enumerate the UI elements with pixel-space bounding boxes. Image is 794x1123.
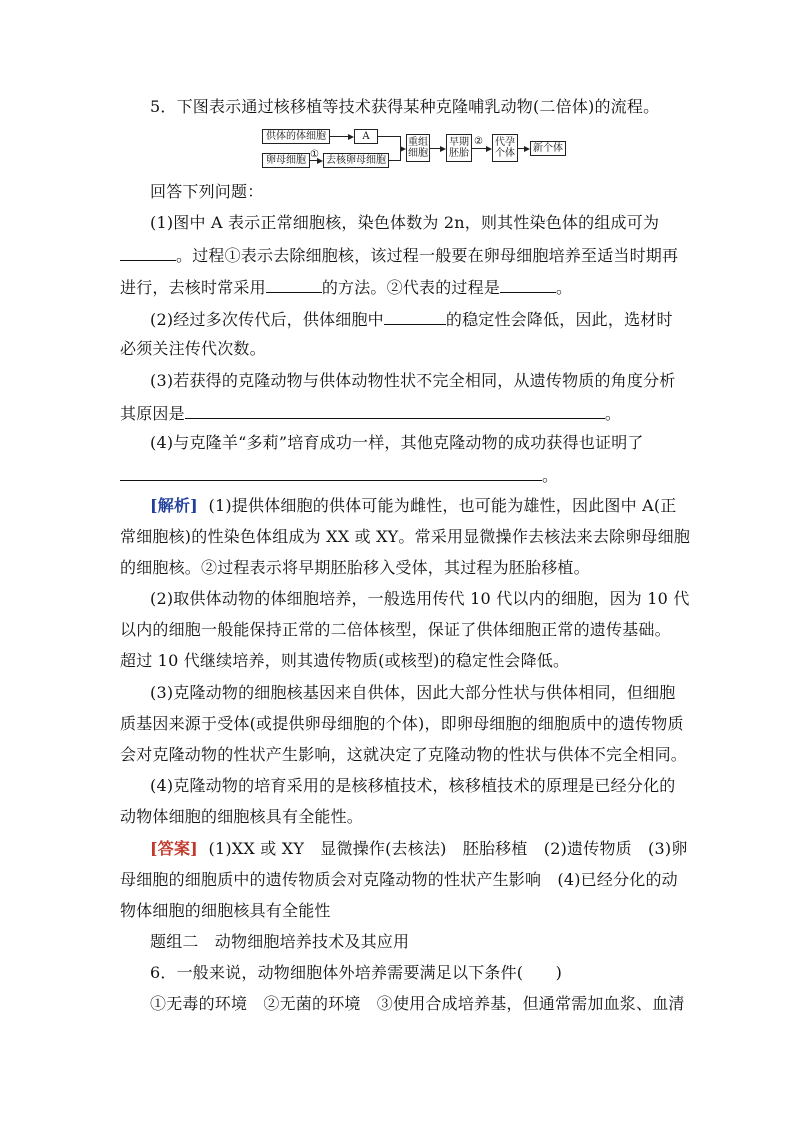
answer-blank[interactable] xyxy=(266,276,322,293)
analysis-1-line3: 的细胞核。②过程表示将早期胚胎移入受体，其过程为胚胎移植。 xyxy=(120,558,590,577)
analysis-tag: [解析] xyxy=(150,496,198,515)
answer-blank[interactable] xyxy=(120,464,542,481)
new-individual-box: 新个体 xyxy=(530,141,566,156)
q5-part2-line2: 必须关注传代次数。 xyxy=(120,339,266,358)
analysis-1-line1: [解析] (1)提供体细胞的供体可能为雌性，也可能为雄性，因此图中 A(正 xyxy=(150,496,677,515)
answer-line1: [答案] (1)XX 或 XY 显微操作(去核法) 胚胎移植 (2)遗传物质 (3)卵 xyxy=(150,839,688,858)
analysis-4-line2: 动物体细胞的细胞核具有全能性。 xyxy=(120,807,364,826)
q5-part3-line2: 其原因是 。 xyxy=(120,404,622,423)
analysis-2-line1: (2)取供体动物的体细胞培养，一般选用传代 10 代以内的细胞，因为 10 代 xyxy=(150,589,690,608)
answer-blank[interactable] xyxy=(120,244,176,261)
q5-part4-line2: 。 xyxy=(120,464,558,486)
analysis-4-line1: (4)克隆动物的培育采用的是核移植技术，核移植技术的原理是已经分化的 xyxy=(150,776,676,795)
q5-prompt: 回答下列问题： xyxy=(150,182,264,201)
q5-part1-line1: (1)图中 A 表示正常细胞核，染色体数为 2n，则其性染色体的组成可为 xyxy=(150,213,660,232)
answer-line3: 物体细胞的细胞核具有全能性 xyxy=(120,901,331,920)
analysis-1-line2: 常细胞核)的性染色体组成为 XX 或 XY。常采用显微操作去核法来去除卵母细胞 xyxy=(120,527,691,546)
q5-part2-line1: (2)经过多次传代后，供体细胞中 的稳定性会降低，因此，选材时 xyxy=(150,310,673,329)
step-1-label: ① xyxy=(310,149,319,160)
analysis-3-line2: 质基因来源于受体(或提供卵母细胞的个体)，即卵母细胞的细胞质中的遗传物质 xyxy=(120,714,684,733)
donor-cell-box: 供体的体细胞 xyxy=(262,129,330,144)
q6-options-line1: ①无毒的环境 ②无菌的环境 ③使用合成培养基，但通常需加血浆、血清 xyxy=(150,994,685,1013)
analysis-3-line3: 会对克隆动物的性状产生影响，这就决定了克隆动物的性状与供体不完全相同。 xyxy=(120,745,688,764)
q5-part1-line3: 进行，去核时常采用 的方法。②代表的过程是 。 xyxy=(120,278,573,297)
oocyte-box: 卵母细胞 xyxy=(262,153,310,168)
answer-line2: 母细胞的细胞质中的遗传物质会对克隆动物的性状产生影响 (4)已经分化的动 xyxy=(120,870,678,889)
step-2-label: ② xyxy=(474,136,483,147)
q5-stem: 5．下图表示通过核移植等技术获得某种克隆哺乳动物(二倍体)的流程。 xyxy=(150,97,660,116)
group2-title: 题组二 动物细胞培养技术及其应用 xyxy=(150,932,410,951)
answer-blank[interactable] xyxy=(500,276,556,293)
q5-part1-line2: 。过程①表示去除细胞核，该过程一般要在卵母细胞培养至适当时期再 xyxy=(120,244,678,266)
answer-blank[interactable] xyxy=(185,402,605,419)
flow-diagram xyxy=(260,126,580,172)
a-box: A xyxy=(354,129,378,144)
reconstructed-cell-box: 重组 细胞 xyxy=(406,134,430,162)
q5-part4-line1: (4)与克隆羊“多莉”培育成功一样，其他克隆动物的成功获得也证明了 xyxy=(150,433,644,452)
answer-tag: [答案] xyxy=(150,839,198,858)
q6-stem: 6．一般来说，动物细胞体外培养需要满足以下条件( ) xyxy=(150,963,563,982)
q5-part3-line1: (3)若获得的克隆动物与供体动物性状不完全相同，从遗传物质的角度分析 xyxy=(150,371,676,390)
analysis-2-line2: 以内的细胞一般能保持正常的二倍体核型，保证了供体细胞正常的遗传基础。 xyxy=(120,620,671,639)
answer-blank[interactable] xyxy=(384,308,446,325)
enucleated-oocyte-box: 去核卵母细胞 xyxy=(323,153,389,168)
surrogate-box: 代孕 个体 xyxy=(492,134,518,162)
analysis-3-line1: (3)克隆动物的细胞核基因来自供体，因此大部分性状与供体相同，但细胞 xyxy=(150,683,676,702)
early-embryo-box: 早期 胚胎 xyxy=(446,134,472,162)
analysis-2-line3: 超过 10 代继续培养，则其遗传物质(或核型)的稳定性会降低。 xyxy=(120,651,570,670)
